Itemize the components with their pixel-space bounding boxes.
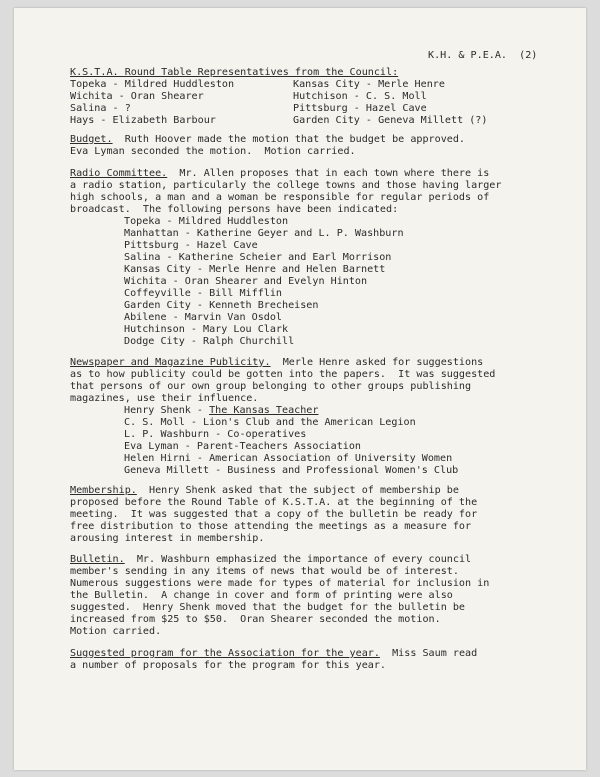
radio-line-3: broadcast. The following persons have been indicated:: [70, 204, 399, 215]
budget-line-1: Eva Lyman seconded the motion. Motion carried.: [70, 146, 356, 157]
rep-left-3: Hays - Elizabeth Barbour: [70, 115, 216, 126]
page-header: K.H. & P.E.A. (2): [428, 50, 538, 61]
publicity-person-2: Eva Lyman - Parent-Teachers Association: [124, 441, 362, 452]
rep-right-2: Pittsburg - Hazel Cave: [293, 103, 427, 114]
publicity-person-first: [124, 405, 318, 417]
publicity-person-3: Helen Hirni - American Association of University Women: [124, 453, 453, 464]
membership-line-4: arousing interest in membership.: [70, 533, 265, 544]
publicity-person-4: Geneva Millett - Business and Professional Women's Club: [124, 465, 459, 476]
publicity-person-1: L. P. Washburn - Co-operatives: [124, 429, 307, 440]
radio-person-6: Coffeyville - Bill Mifflin: [124, 288, 283, 299]
rep-right-3: Garden City - Geneva Millett (?): [293, 115, 488, 126]
radio-line-0: [70, 168, 489, 180]
radio-text-0: Mr. Allen proposes that in each town where there is: [179, 168, 490, 179]
membership-line-2: meeting. It was suggested that a copy of the bulletin be ready for: [70, 509, 478, 520]
program-line-1: a number of proposals for the program for this year.: [70, 660, 387, 671]
bulletin-line-5: increased from $25 to $50. Oran Shearer seconded the motion.: [70, 614, 441, 625]
bulletin-line-1: member's sending in any items of news that would be of interest.: [70, 566, 459, 577]
program-text-0: Miss Saum read: [392, 648, 478, 659]
radio-person-0: Topeka - Mildred Huddleston: [124, 216, 289, 227]
publicity-line-0: [70, 357, 483, 369]
radio-person-9: Hutchinson - Mary Lou Clark: [124, 324, 289, 335]
radio-person-3: Salina - Katherine Scheier and Earl Morrison: [124, 252, 392, 263]
bulletin-line-2: Numerous suggestions were made for types of material for inclusion in: [70, 578, 490, 589]
publicity-first-org: The Kansas Teacher: [209, 405, 319, 416]
radio-person-4: Kansas City - Merle Henre and Helen Barnett: [124, 264, 386, 275]
publicity-person-0: C. S. Moll - Lion's Club and the American Legion: [124, 417, 416, 428]
radio-person-1: Manhattan - Katherine Geyer and L. P. Washburn: [124, 228, 404, 239]
bulletin-line-4: suggested. Henry Shenk moved that the budget for the bulletin be: [70, 602, 466, 613]
radio-person-7: Garden City - Kenneth Brecheisen: [124, 300, 319, 311]
budget-line-0: [70, 134, 465, 146]
rep-right-0: Kansas City - Merle Henre: [293, 79, 445, 90]
rep-left-2: Salina - ?: [70, 103, 131, 114]
publicity-first-person: Henry Shenk -: [124, 405, 210, 416]
publicity-line-1: as to how publicity could be gotten into the papers. It was suggested: [70, 369, 496, 380]
publicity-text-0: Merle Henre asked for suggestions: [282, 357, 484, 368]
membership-line-1: proposed before the Round Table of K.S.T.A. at the beginning of the: [70, 497, 478, 508]
section-title-representatives: K.S.T.A. Round Table Representatives from the Council:: [70, 67, 399, 78]
radio-line-1: a radio station, particularly the college towns and those having larger: [70, 180, 502, 191]
radio-person-10: Dodge City - Ralph Churchill: [124, 336, 295, 347]
bulletin-heading: Bulletin.: [70, 554, 125, 565]
membership-line-3: free distribution to those attending the meetings as a measure for: [70, 521, 472, 532]
bulletin-text-0: Mr. Washburn emphasized the importance of every council: [136, 554, 472, 565]
program-heading: Suggested program for the Association for the year.: [70, 648, 380, 659]
membership-heading: Membership.: [70, 485, 137, 496]
bulletin-line-6: Motion carried.: [70, 626, 162, 637]
publicity-heading: Newspaper and Magazine Publicity.: [70, 357, 271, 368]
radio-person-8: Abilene - Marvin Van Osdol: [124, 312, 283, 323]
bulletin-line-0: [70, 554, 471, 566]
radio-person-5: Wichita - Oran Shearer and Evelyn Hinton: [124, 276, 368, 287]
rep-left-1: Wichita - Oran Shearer: [70, 91, 204, 102]
budget-text-0: Ruth Hoover made the motion that the budget be approved.: [124, 134, 466, 145]
publicity-line-3: magazines, use their influence.: [70, 393, 259, 404]
publicity-line-2: that persons of our own group belonging to other groups publishing: [70, 381, 472, 392]
radio-heading: Radio Committee.: [70, 168, 168, 179]
budget-heading: Budget.: [70, 134, 113, 145]
membership-line-0: [70, 485, 459, 497]
bulletin-line-3: the Bulletin. A change in cover and form of printing were also: [70, 590, 453, 601]
rep-right-1: Hutchison - C. S. Moll: [293, 91, 427, 102]
program-line-0: [70, 648, 477, 660]
rep-left-0: Topeka - Mildred Huddleston: [70, 79, 235, 90]
membership-text-0: Henry Shenk asked that the subject of membership be: [149, 485, 459, 496]
radio-line-2: high schools, a man and a woman be responsible for regular periods of: [70, 192, 490, 203]
radio-person-2: Pittsburg - Hazel Cave: [124, 240, 258, 251]
